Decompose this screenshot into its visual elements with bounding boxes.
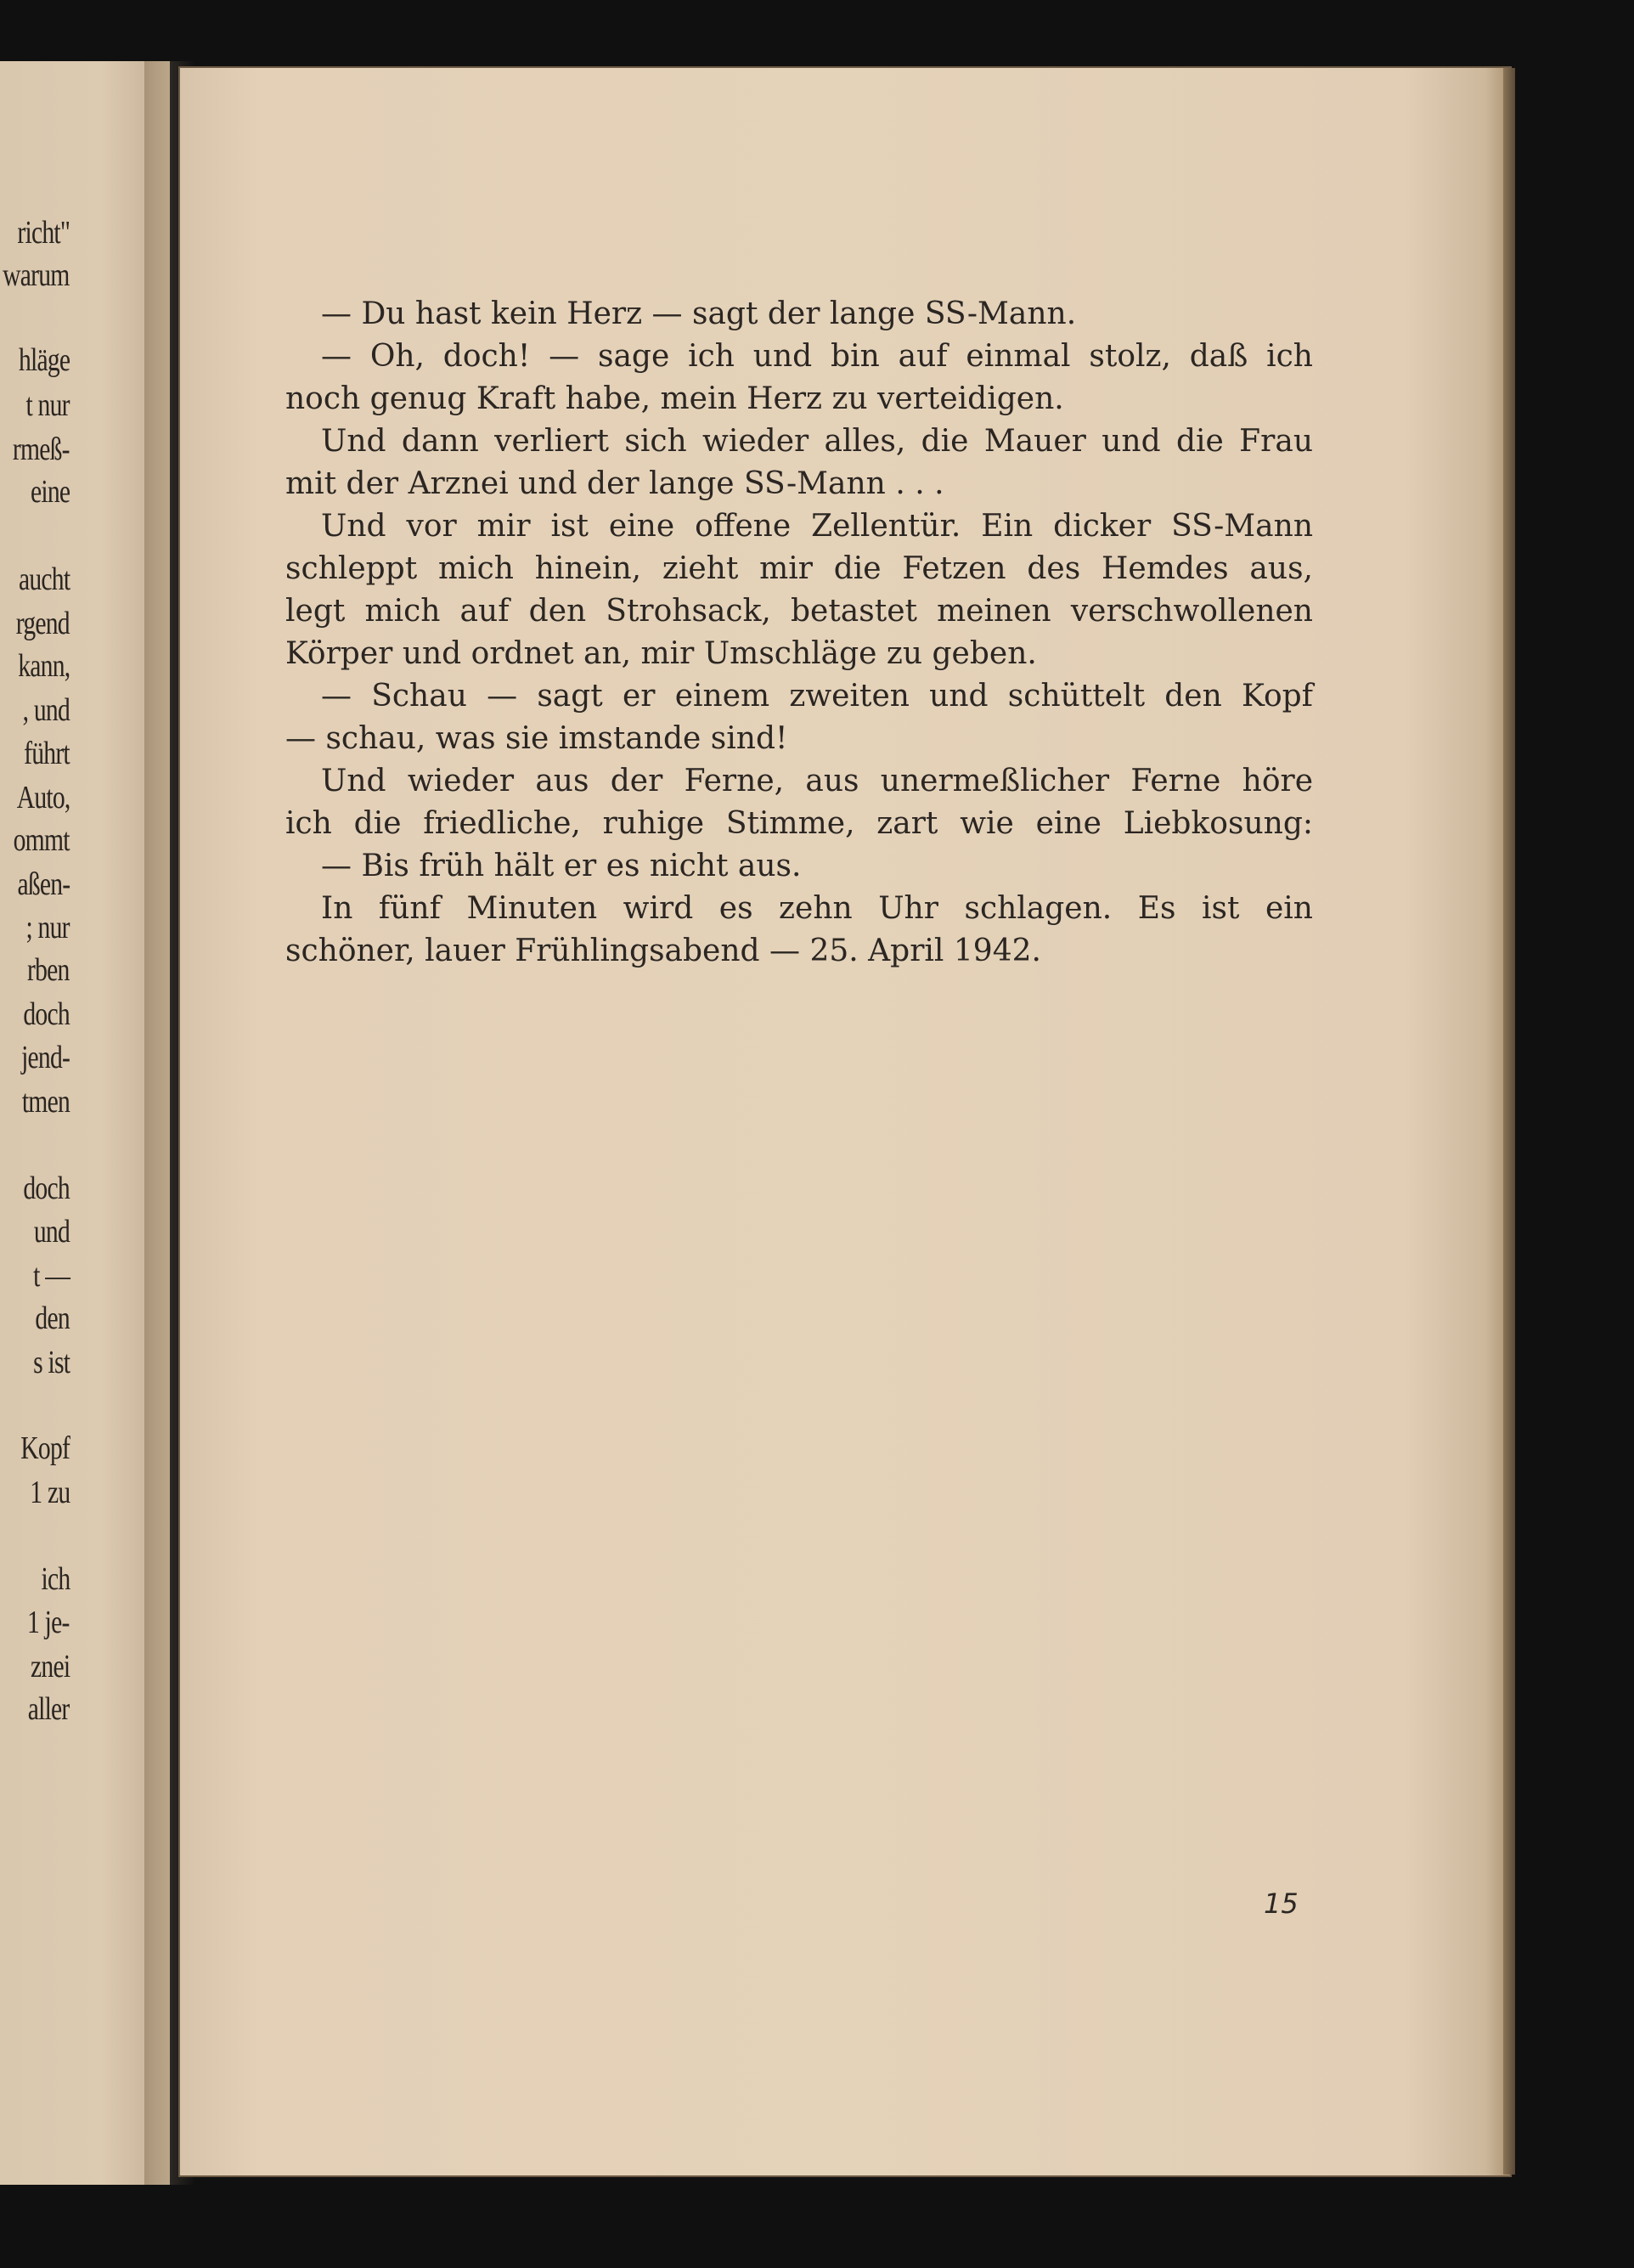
- left-page-text-fragment: doch: [23, 996, 70, 1032]
- text-line: — Schau — sagt er einem zweiten und schüttelt den Kopf: [321, 679, 1313, 714]
- left-page-text-fragment: den: [35, 1300, 70, 1336]
- text-line: schleppt mich hinein, zieht mir die Fetzen des Hemdes aus,: [285, 551, 1313, 586]
- left-page-text-fragment: t —: [33, 1258, 70, 1294]
- left-page-text-fragment: eine: [30, 474, 70, 510]
- left-page-text-fragment: znei: [30, 1649, 70, 1684]
- left-page-text-fragment: ich: [41, 1561, 70, 1597]
- body-text: [285, 293, 1313, 973]
- left-page-text-fragment: tmen: [21, 1084, 70, 1120]
- left-page-text-fragment: 1 je-: [27, 1605, 70, 1640]
- left-page-text-fragment: 1 zu: [29, 1475, 70, 1510]
- text-line: — schau, was sie imstande sind!: [285, 721, 788, 756]
- left-page-text-fragment: Kopf: [20, 1430, 70, 1466]
- text-line: Und dann verliert sich wieder alles, die Mauer und die Frau: [321, 424, 1313, 459]
- text-line: schöner, lauer Frühlingsabend — 25. April 1942.: [285, 934, 1041, 968]
- left-page-text-fragment: rgend: [15, 606, 70, 641]
- left-page-text-fragment: t nur: [25, 387, 70, 423]
- left-page-text-fragment: aucht: [18, 561, 70, 597]
- text-line: Und wieder aus der Ferne, aus unermeßlicher Ferne höre: [321, 764, 1313, 798]
- left-page-text-fragment: rben: [27, 952, 70, 988]
- left-page-text-fragment: aßen-: [17, 866, 70, 902]
- text-line: — Du hast kein Herz — sagt der lange SS-Mann.: [321, 296, 1077, 331]
- text-line: mit der Arznei und der lange SS-Mann . . .: [285, 466, 944, 501]
- text-line: noch genug Kraft habe, mein Herz zu verteidigen.: [285, 381, 1064, 416]
- left-page-text-fragment: aller: [28, 1691, 70, 1727]
- left-page-text-fragment: warum: [3, 257, 70, 293]
- text-line: legt mich auf den Strohsack, betastet meinen verschwollenen: [285, 594, 1313, 629]
- text-line: — Oh, doch! — sage ich und bin auf einmal stolz, daß ich: [321, 339, 1313, 374]
- left-page-text-fragment: führt: [24, 736, 70, 771]
- text-line: — Bis früh hält er es nicht aus.: [321, 849, 802, 883]
- left-page-text-fragment: rmeß-: [13, 432, 70, 467]
- left-page-text-fragment: , und: [22, 692, 70, 728]
- left-page-text-fragment: doch: [23, 1171, 70, 1206]
- left-page-text-fragment: ; nur: [25, 910, 70, 945]
- page-number: 15: [1264, 1887, 1299, 1920]
- left-page-text-fragment: und: [33, 1214, 70, 1250]
- left-page-text-fragment: kann,: [17, 648, 70, 684]
- left-page-text-fragment: hläge: [18, 342, 70, 378]
- page-edge: [1503, 68, 1515, 2175]
- text-line: Körper und ordnet an, mir Umschläge zu geben.: [285, 636, 1037, 671]
- left-page-text-fragment: jend-: [20, 1040, 70, 1075]
- text-line: ich die friedliche, ruhige Stimme, zart wie eine Liebkosung:: [285, 806, 1313, 841]
- text-line: Und vor mir ist eine offene Zellentür. Ein dicker SS-Mann: [321, 509, 1313, 544]
- left-page-text-fragment: ommt: [13, 822, 70, 858]
- left-page-text-fragment: Auto,: [16, 780, 70, 815]
- text-line: In fünf Minuten wird es zehn Uhr schlagen. Es ist ein: [321, 891, 1313, 926]
- left-page-text-fragment: richt": [17, 215, 70, 251]
- left-page-text-fragment: s ist: [32, 1345, 70, 1380]
